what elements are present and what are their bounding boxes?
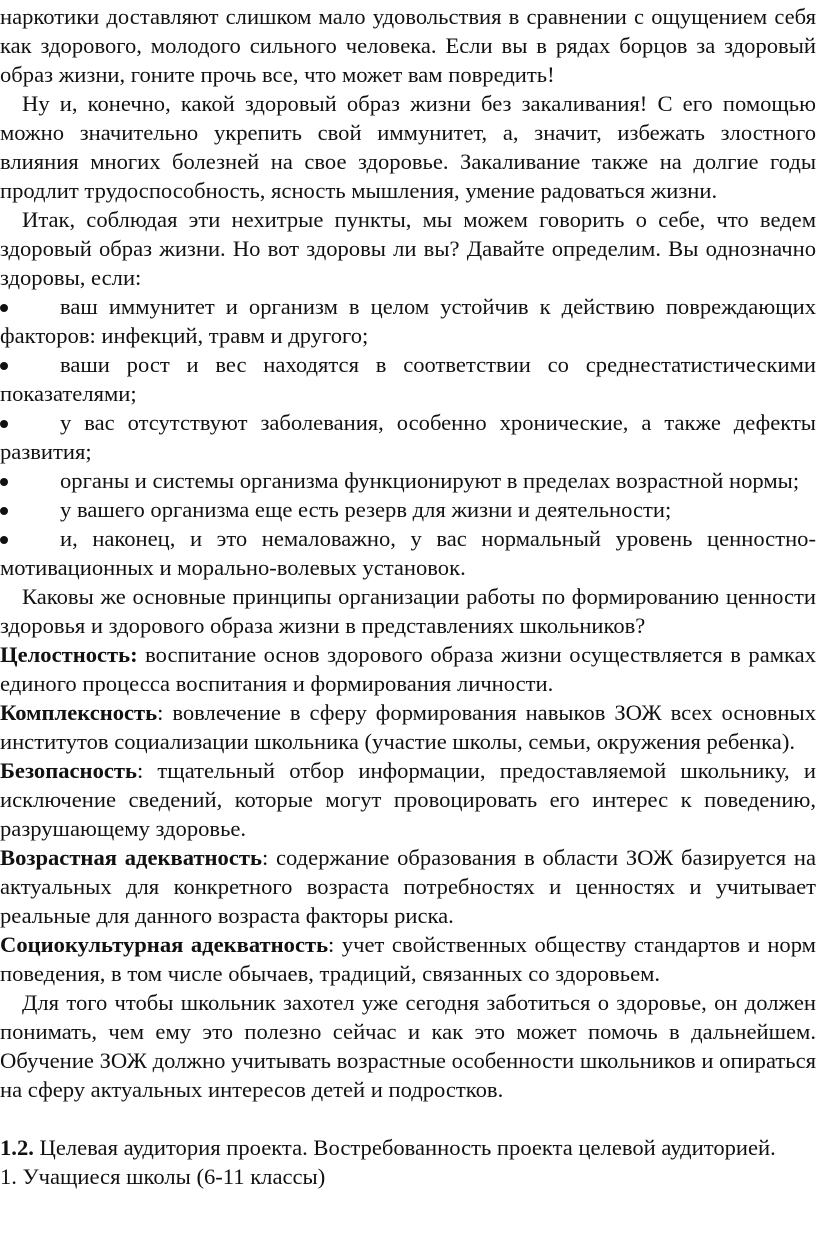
- bullet-icon: [0, 478, 8, 486]
- principle-text: воспитание основ здорового образа жизни осуществляется в рамках единого процесса воспитания и формирования личности.: [0, 642, 816, 696]
- principle-text: : тщательный отбор информации, предоставляемой школьнику, и исключение сведений, которые могут провоцировать его интерес к поведению, разрушающему здоровье.: [0, 758, 816, 841]
- blank-line: [0, 1104, 816, 1133]
- bullet-icon: [0, 420, 8, 428]
- principle-term: Социокультурная адекватность: [0, 932, 329, 957]
- health-criteria-list: [0, 292, 816, 582]
- list-item: ваши рост и вес находятся в соответствии со среднестатистическими показателями;: [0, 352, 816, 406]
- principle-complexity: [0, 698, 816, 756]
- section-heading: [0, 1133, 816, 1162]
- principle-term: Целостность:: [0, 642, 138, 667]
- paragraph-closing: Для того чтобы школьник захотел уже сегодня заботиться о здоровье, он должен понимать, чем ему это полезно сейчас и как это может помочь в дальнейшем. Обучение ЗОЖ должно учитывать возрастные особенности школьников и опираться на сферу актуальных интересов детей и подростков.: [0, 990, 816, 1102]
- paragraph-hardening: Ну и, конечно, какой здоровый образ жизни без закаливания! С его помощью можно значительно укрепить свой иммунитет, а, значит, избежать злостного влияния многих болезней на свое здоровье. Закаливание также на долгие годы продлит трудоспособность, ясность мышления, умение радоваться жизни.: [0, 91, 816, 203]
- principle-integrity: [0, 640, 816, 698]
- principle-safety: [0, 756, 816, 843]
- section-title: Целевая аудитория проекта. Востребованность проекта целевой аудиторией.: [33, 1135, 776, 1160]
- principle-text: : учет свойственных обществу стандартов и норм поведения, в том числе обычаев, традиций, связанных со здоровьем.: [0, 932, 816, 986]
- bullet-icon: [0, 304, 8, 312]
- paragraph-are-you-healthy: Итак, соблюдая эти нехитрые пункты, мы можем говорить о себе, что ведем здоровый образ жизни. Но вот здоровы ли вы? Давайте определим. Вы однозначно здоровы, если:: [0, 207, 816, 290]
- document-page: [0, 2, 816, 1191]
- principle-term: Комплексность: [0, 700, 158, 725]
- principle-age-adequacy: [0, 843, 816, 930]
- list-item: и, наконец, и это немаловажно, у вас нормальный уровень ценностно-мотивационных и морально-волевых установок.: [0, 526, 816, 580]
- list-item: у вашего организма еще есть резерв для жизни и деятельности;: [0, 495, 816, 524]
- bullet-icon: [0, 507, 8, 515]
- principle-sociocultural-adequacy: [0, 930, 816, 988]
- principle-text: : содержание образования в области ЗОЖ базируется на актуальных для конкретного возраста потребностях и ценностях и учитывает реальные для данного возраста факторы риска.: [0, 845, 816, 928]
- principle-term: Возрастная адекватность: [0, 845, 262, 870]
- bullet-icon: [0, 362, 8, 370]
- principle-text: : вовлечение в сферу формирования навыков ЗОЖ всех основных институтов социализации школьника (участие школы, семьи, окружения ребенка).: [0, 700, 816, 754]
- list-item: у вас отсутствуют заболевания, особенно хронические, а также дефекты развития;: [0, 410, 816, 464]
- list-item: ваш иммунитет и организм в целом устойчив к действию повреждающих факторов: инфекций, травм и другого;: [0, 294, 816, 348]
- list-item: органы и системы организма функционируют в пределах возрастной нормы;: [0, 466, 816, 495]
- numbered-item-1: 1. Учащиеся школы (6-11 классы): [0, 1164, 326, 1189]
- section-number: 1.2.: [0, 1135, 34, 1160]
- principles-intro: Каковы же основные принципы организации работы по формированию ценности здоровья и здорового образа жизни в представлениях школьников?: [0, 584, 816, 638]
- paragraph-drugs: наркотики доставляют слишком мало удовольствия в сравнении с ощущением себя как здорового, молодого сильного человека. Если вы в рядах борцов за здоровый образ жизни, гоните прочь все, что может вам повредить!: [0, 4, 816, 87]
- principles-list: [0, 640, 816, 988]
- principle-term: Безопасность: [0, 758, 137, 783]
- bullet-icon: [0, 536, 8, 544]
